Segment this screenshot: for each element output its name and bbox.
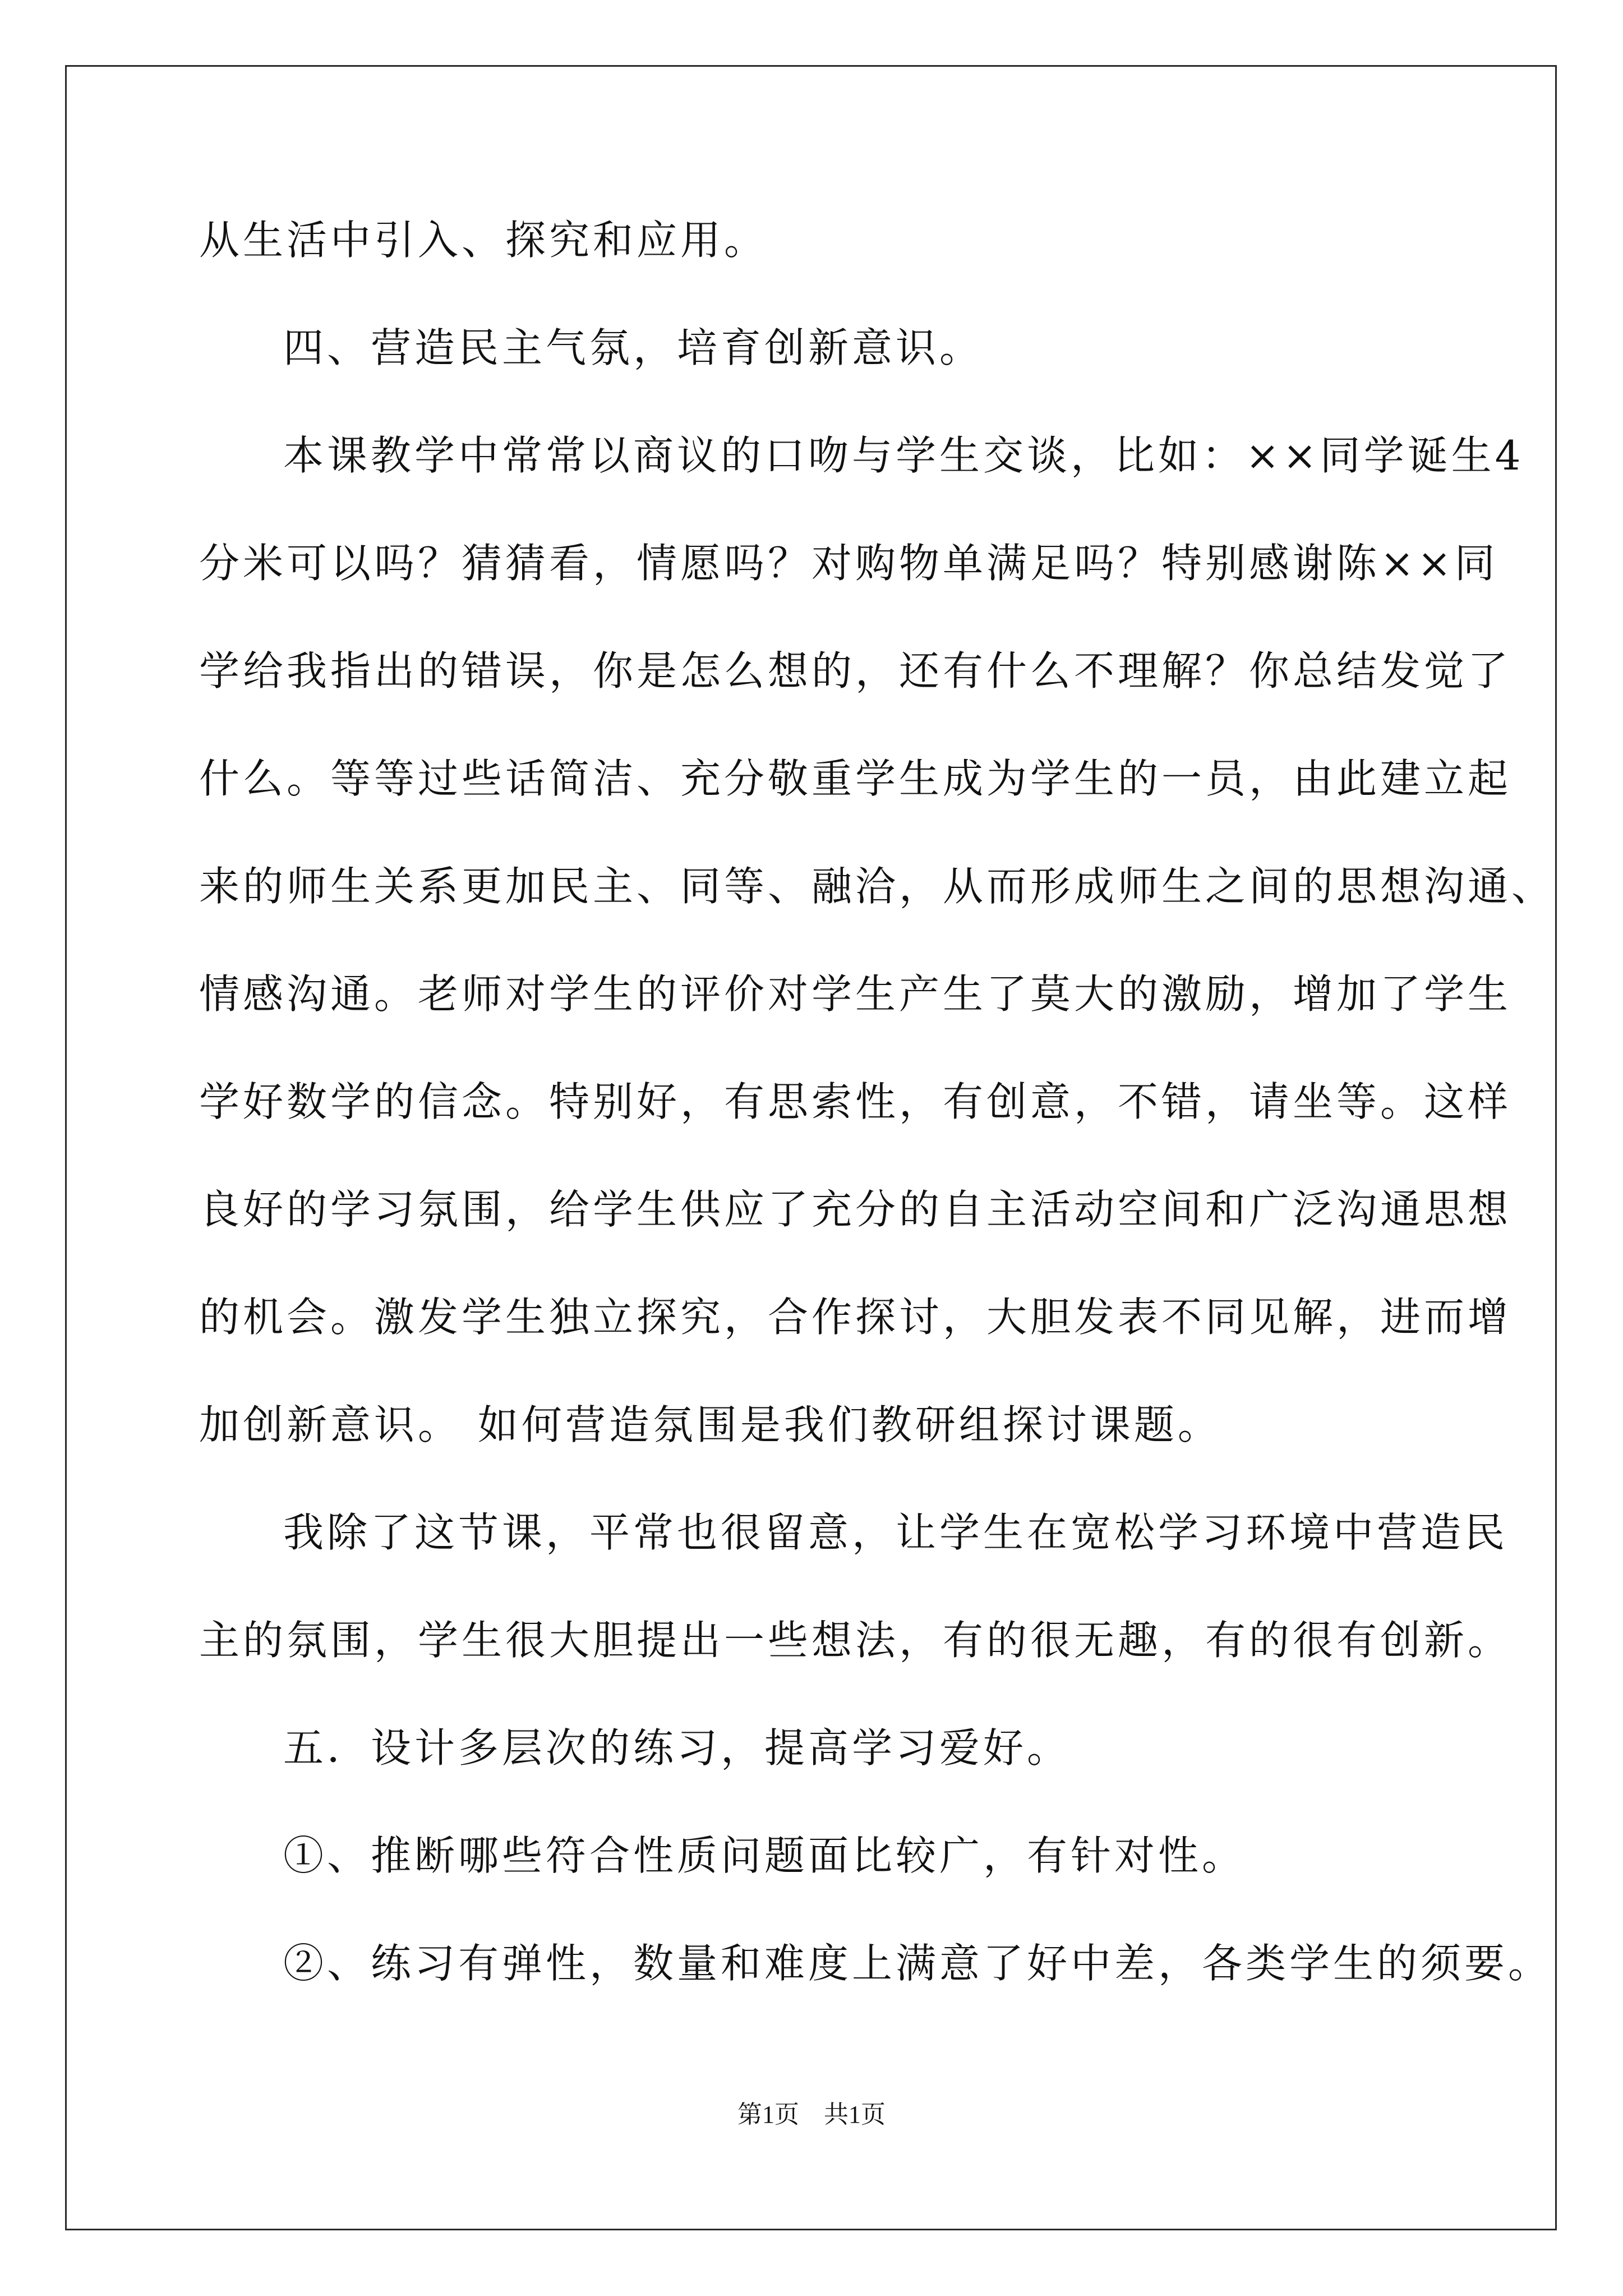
text-line: 主的氛围，学生很大胆提出一些想法，有的很无趣，有的很有创新。 [199, 1617, 1512, 1664]
text-line: 学好数学的信念。特别好，有思索性，有创意，不错，请坐等。这样 [199, 1078, 1512, 1125]
section-heading: 五．设计多层次的练习，提高学习爱好。 [283, 1724, 1071, 1772]
section-heading: 四、营造民主气氛，培育创新意识。 [283, 324, 984, 371]
text-line: 情感沟通。老师对学生的评价对学生产生了莫大的激励，增加了学生 [199, 970, 1512, 1018]
text-line: 分米可以吗？猜猜看，情愿吗？对购物单满足吗？特别感谢陈××同 [199, 540, 1498, 587]
text-line: 我除了这节课，平常也很留意，让学生在宽松学习环境中营造民 [283, 1509, 1509, 1556]
text-line: 来的师生关系更加民主、同等、融洽，从而形成师生之间的思想沟通、 [199, 863, 1556, 910]
text-line: 什么。等等过些话简洁、充分敬重学生成为学生的一员，由此建立起 [199, 755, 1512, 802]
text-line: 学给我指出的错误，你是怎么想的，还有什么不理解？你总结发觉了 [199, 647, 1512, 694]
text-line: 的机会。激发学生独立探究，合作探讨，大胆发表不同见解，进而增 [199, 1294, 1512, 1341]
list-item: ②、练习有弹性，数量和难度上满意了好中差，各类学生的须要。 [283, 1940, 1552, 1987]
text-line: 从生活中引入、探究和应用。 [199, 217, 768, 264]
list-item: ①、推断哪些符合性质问题面比较广，有针对性。 [283, 1832, 1246, 1879]
page-frame [65, 65, 1557, 2230]
text-line: 良好的学习氛围，给学生供应了充分的自主活动空间和广泛沟通思想 [199, 1186, 1512, 1233]
text-line: 本课教学中常常以商议的口吻与学生交谈，比如：××同学诞生4 [283, 432, 1524, 479]
text-line: 加创新意识。 如何营造氛围是我们教研组探讨课题。 [199, 1401, 1221, 1448]
page-number: 第1页 共1页 [737, 2101, 886, 2128]
